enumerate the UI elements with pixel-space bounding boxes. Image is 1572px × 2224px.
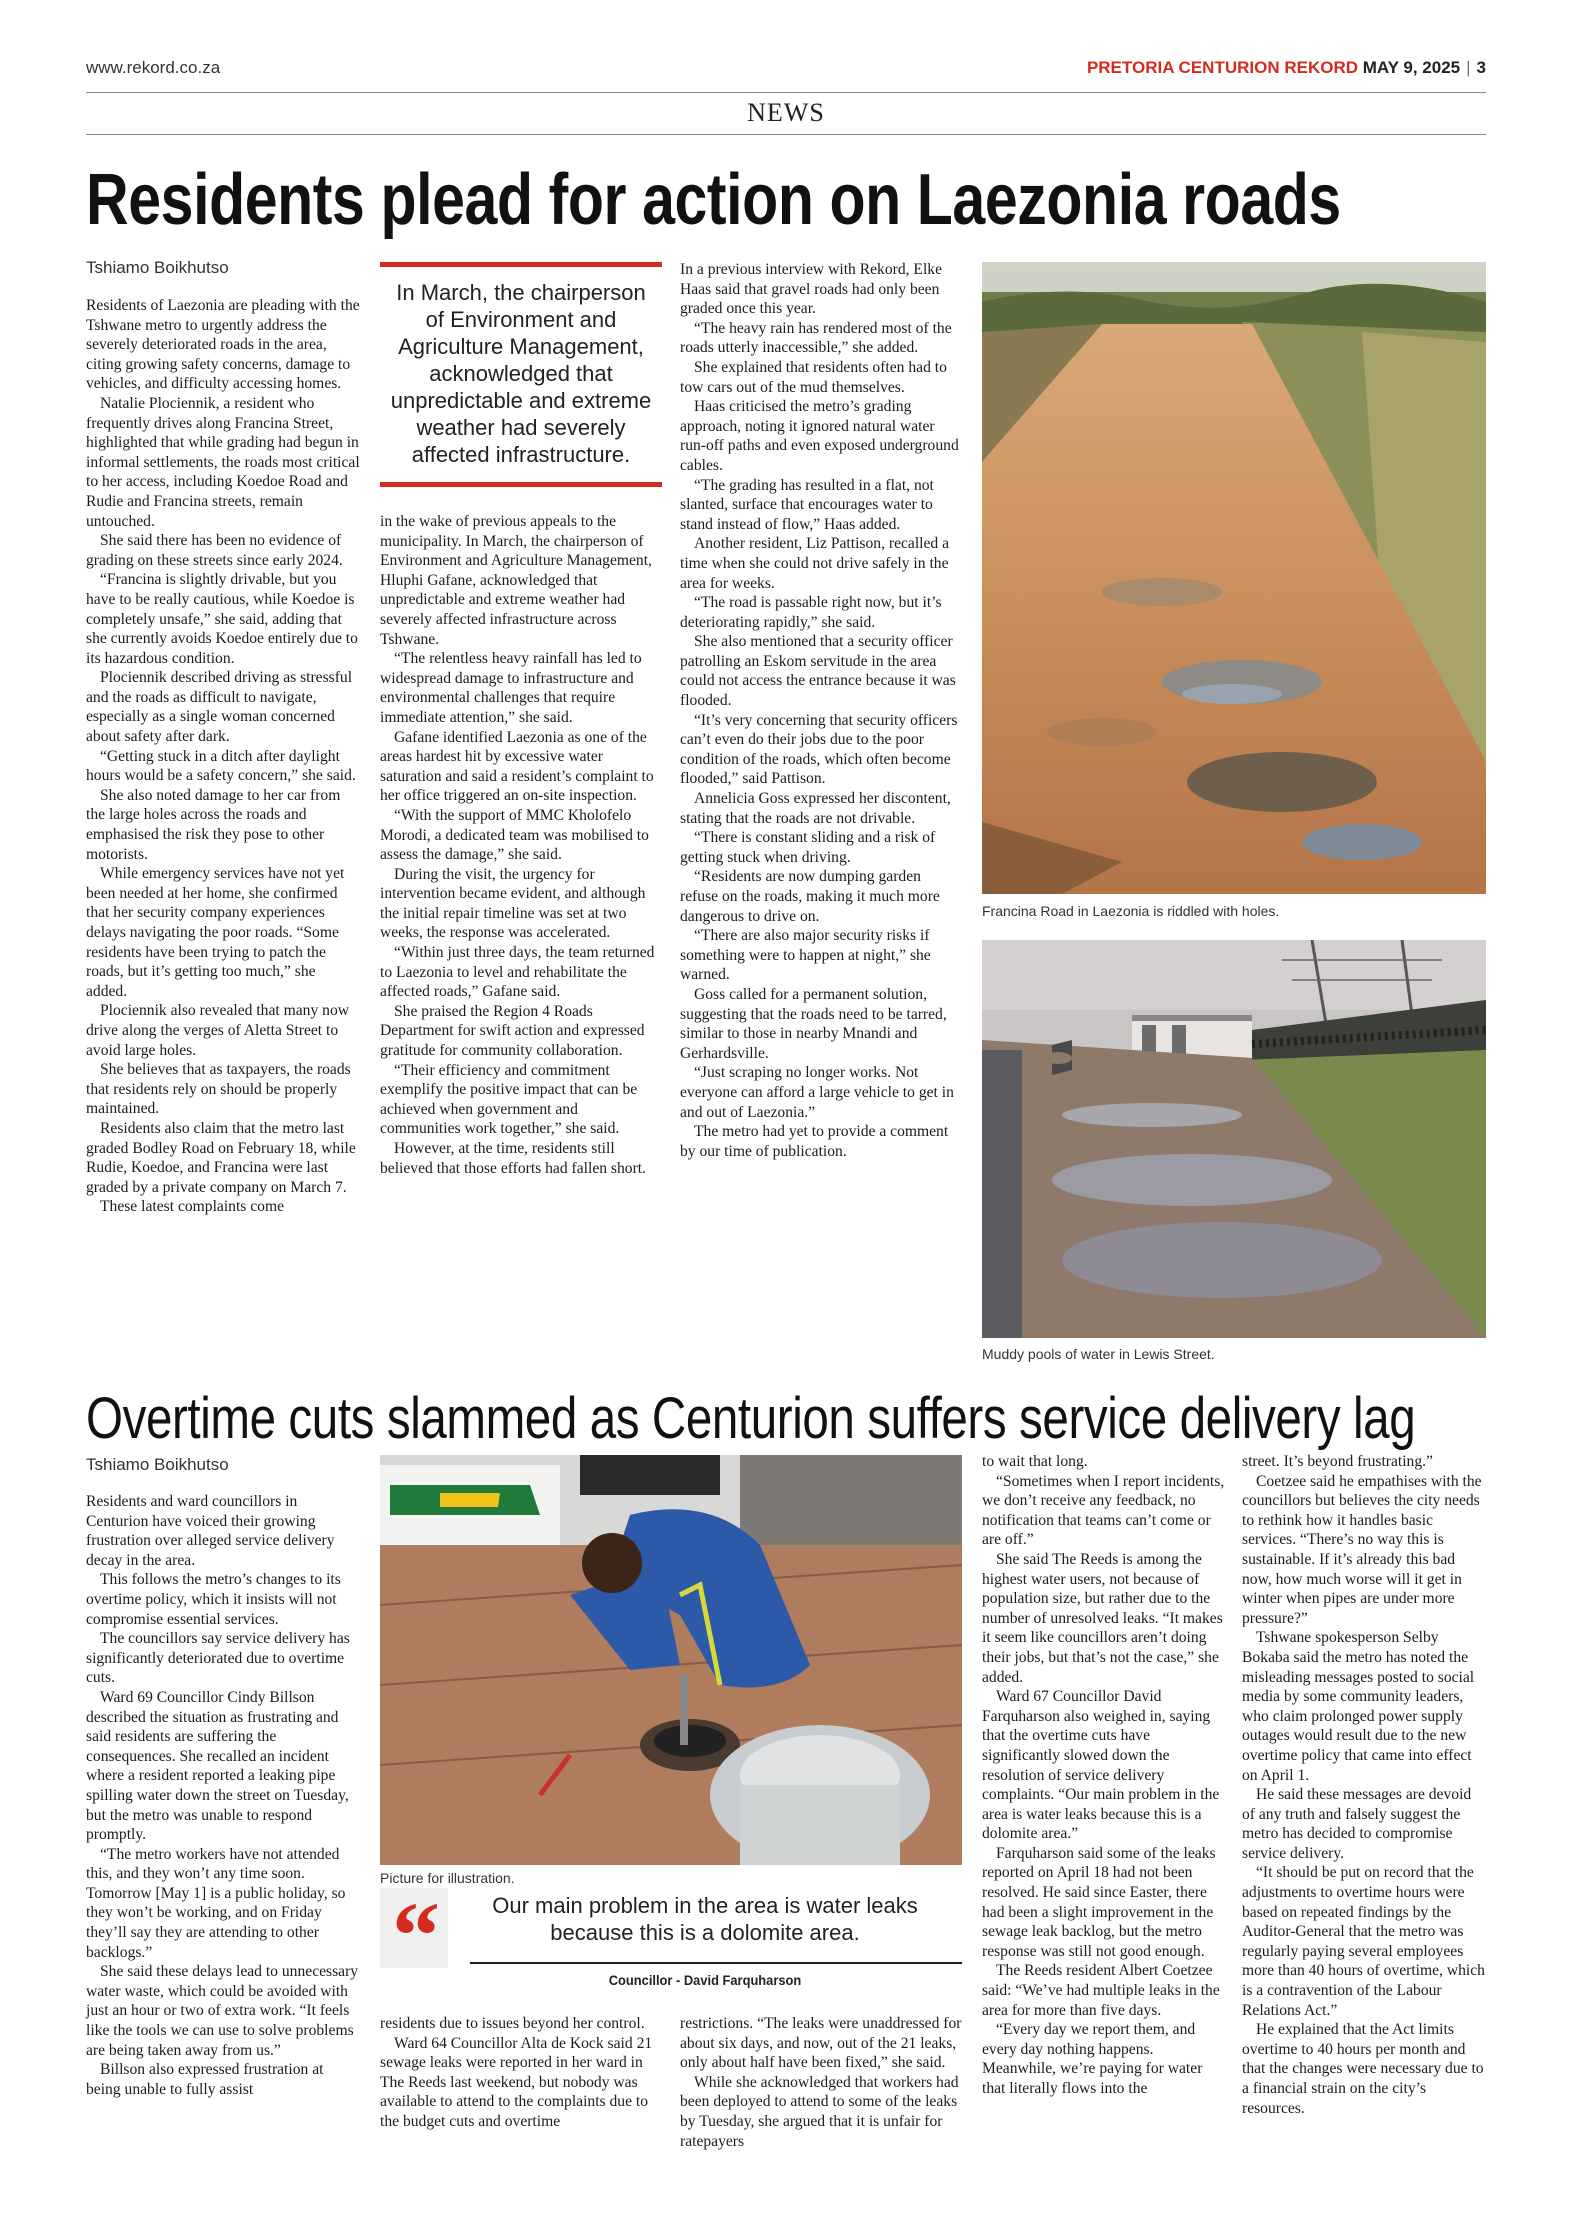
paragraph: Another resident, Liz Pattison, recalled a time when she could not drive safely in the area for weeks.	[680, 535, 950, 592]
paragraph: These latest complaints come	[100, 1198, 285, 1216]
paragraph: to wait that long.	[982, 1453, 1088, 1470]
paragraph: Residents also claim that the metro last graded Bodley Road on February 18, while Rudie, Koedoe, and Francina were last graded by a private company on March 7.	[86, 1119, 356, 1196]
paragraph: She also mentioned that a security officer patrolling an Eskom servitude in the area could not access the entrance because it was flooded.	[680, 633, 956, 710]
paragraph: “It’s very concerning that security officers can’t even do their jobs due to the poor condition of the roads, which often become flooded,” said Pattison.	[680, 711, 958, 788]
paragraph: The councillors say service delivery has significantly deteriorated due to overtime cuts.	[86, 1630, 350, 1687]
quote-mark-icon: “	[380, 1888, 448, 1968]
paragraph: Coetzee said he empathises with the councillors but believes the city needs to rethink how it handles basic services. “There’s no way this is sustainable. If it’s already this bad now, how much worse will it get in winter when pipes are under more pressure?”	[1242, 1472, 1482, 1627]
paragraph: Annelicia Goss expressed her discontent, stating that the roads are not drivable.	[680, 790, 951, 827]
story1-column-2	[380, 512, 662, 1178]
story2-pull-quote: Our main problem in the area is water leaks because this is a dolomite area.	[492, 1893, 918, 1945]
story2-pull-quote-box	[380, 1882, 962, 1998]
paragraph: Residents of Laezonia are pleading with the Tshwane metro to urgently address the severely deteriorated roads in the area, citing growing safety concerns, damage to vehicles, and difficulty accessing homes.	[86, 297, 360, 393]
paragraph: “The road is passable right now, but it’s deteriorating rapidly,” she said.	[680, 594, 942, 631]
header-separator: |	[1466, 58, 1471, 77]
paragraph: Ward 64 Councillor Alta de Kock said 21 sewage leaks were reported in her ward in The Reeds last weekend, but nobody was available to attend to the complaints due to the budget cuts and overtime	[380, 2034, 653, 2130]
paragraph: While emergency services have not yet been needed at her home, she confirmed that her security company experiences delays navigating the poor roads. “Some residents have been trying to patch the roads, but it’s getting too much,” she added.	[86, 865, 345, 1000]
story1-column-1	[86, 296, 360, 1217]
paragraph: “Within just three days, the team returned to Laezonia to level and rehabilitate the affected roads,” Gafane said.	[380, 944, 655, 1001]
site-url[interactable]: www.rekord.co.za	[86, 58, 221, 77]
paragraph: “Residents are now dumping garden refuse on the roads, making it much more dangerous to drive on.	[680, 868, 940, 925]
paragraph: Plociennik also revealed that many now drive along the verges of Aletta Street to avoid large holes.	[86, 1002, 349, 1059]
paragraph: The metro had yet to provide a comment by our time of publication.	[680, 1123, 949, 1160]
story2-column-3	[680, 2014, 962, 2151]
paragraph: “With the support of MMC Kholofelo Morodi, a dedicated team was mobilised to assess the damage,” she said.	[380, 806, 649, 864]
paragraph: While she acknowledged that workers had been deployed to attend to some of the leaks by Tuesday, she argued that it is unfair for ratepayers	[680, 2073, 959, 2150]
header-rule	[86, 92, 1486, 93]
paragraph: residents due to issues beyond her control.	[380, 2015, 645, 2032]
story2-column-1	[86, 1492, 360, 2099]
paragraph: Farquharson said some of the leaks reported on April 18 had not been resolved. He said since Easter, there had been a slight improvement in the sewage leak backlog, but the metro response was still not good enough.	[982, 1844, 1216, 1960]
paragraph: She also noted damage to her car from the large holes across the roads and emphasised the risk they pose to other motorists.	[86, 786, 341, 863]
story2-column-5	[1242, 1452, 1486, 2118]
story1-byline: Tshiamo Boikhutso	[86, 258, 229, 277]
issue-date: MAY 9, 2025	[1362, 58, 1461, 77]
story1-headline: Residents plead for action on Laezonia roads	[86, 160, 1341, 240]
paragraph: The Reeds resident Albert Coetzee said: “We’ve had multiple leaks in the area for more than five days.	[982, 1962, 1220, 2019]
paragraph: Natalie Plociennik, a resident who frequently drives along Francina Street, highlighted that while grading had begun in informal settlements, the roads most critical to her access, including Koedoe Road and Rudie and Francina streets, remain untouched.	[86, 394, 360, 530]
paragraph: Ward 67 Councillor David Farquharson also weighed in, saying that the overtime cuts have significantly slowed down the resolution of service delivery complaints. “Our main problem in the area is water leaks because this is a dolomite area.”	[982, 1688, 1220, 1843]
paragraph: “There is constant sliding and a risk of getting stuck when driving.	[680, 829, 936, 866]
paragraph: Ward 69 Councillor Cindy Billson described the situation as frustrating and said residents are suffering the consequences. She recalled an incident where a resident reported a leaking pipe spilling water down the street on Tuesday, but the metro was unable to respond promptly.	[86, 1688, 349, 1844]
paragraph: “Every day we report them, and every day nothing happens. Meanwhile, we’re paying for water that literally flows into the	[982, 2021, 1203, 2097]
story2-column-2	[380, 2014, 662, 2132]
paragraph: restrictions. “The leaks were unaddressed for about six days, and now, out of the 21 leaks, only about half have been fixed,” she said.	[680, 2015, 962, 2072]
paragraph: He explained that the Act limits overtime to 40 hours per month and that the changes were necessary due to a financial strain on the city’s resources.	[1242, 2021, 1484, 2117]
paragraph: Tshwane spokesperson Selby Bokaba said the metro has noted the misleading messages posted to social media by some community leaders, who claim prolonged power supply outages would result due to the new overtime policy that came into effect on April 1.	[1242, 1629, 1475, 1784]
paragraph: “The metro workers have not attended this, and they won’t any time soon. Tomorrow [May 1] is a public holiday, so they won’t be working, and on Friday they’ll say they are attending to other backlogs.”	[86, 1845, 346, 1961]
quote-rule	[470, 1962, 962, 1964]
paragraph: She explained that residents often had to tow cars out of the mud themselves.	[680, 358, 947, 396]
paragraph: She said there has been no evidence of grading on these streets since early 2024.	[86, 532, 343, 569]
paragraph: “Sometimes when I report incidents, we don’t receive any feedback, no notification that teams can’t come or are off.”	[982, 1472, 1225, 1549]
story1-pull-quote: In March, the chairperson of Environment and Agriculture Management, acknowledged that unpredictable and extreme weather had severely affected infrastructure.	[380, 262, 662, 487]
paragraph: in the wake of previous appeals to the municipality. In March, the chairperson of Environment and Agriculture Management, Hluphi Gafane, acknowledged that unpredictable and extreme weather had severely affected infrastructure across Tshwane.	[380, 513, 652, 648]
photo-lewis-caption: Muddy pools of water in Lewis Street.	[982, 1346, 1215, 1362]
paragraph: She praised the Region 4 Roads Department for swift action and expressed gratitude for community collaboration.	[380, 1002, 645, 1060]
page-number: 3	[1476, 58, 1486, 77]
section-rule	[86, 134, 1486, 135]
paragraph: “The heavy rain has rendered most of the roads utterly inaccessible,” she added.	[680, 319, 952, 357]
paragraph: Gafane identified Laezonia as one of the areas hardest hit by excessive water saturation and said a resident’s complaint to her office triggered an on-site inspection.	[380, 728, 654, 805]
paragraph: Billson also expressed frustration at being unable to fully assist	[86, 2061, 324, 2098]
paragraph: “There are also major security risks if something were to happen at night,” she warned.	[680, 927, 931, 984]
photo-francina-road	[982, 262, 1486, 894]
paragraph: “Francina is slightly drivable, but you have to be really cautious, while Koedoe is completely unsafe,” she said, adding that she currently avoids Koedoe entirely due to its hazardous condition.	[86, 571, 358, 667]
paragraph: Goss called for a permanent solution, suggesting that the roads need to be tarred, similar to those in nearby Mnandi and Gerhardsville.	[680, 985, 947, 1062]
paragraph: “The relentless heavy rainfall has led to widespread damage to infrastructure and environmental challenges that require immediate attention,” she said.	[380, 650, 642, 726]
paragraph: However, at the time, residents still believed that those efforts had fallen short.	[380, 1140, 647, 1177]
photo-plumber-caption: Picture for illustration.	[380, 1870, 515, 1886]
paragraph: Haas criticised the metro’s grading approach, noting it ignored natural water run-off paths and even exposed underground cables.	[680, 398, 959, 474]
paragraph: She said The Reeds is among the highest water users, not because of population size, but rather due to the number of unresolved leaks. “It makes it seem like councillors aren’t doing their jobs, but that’s not the case,” she added.	[982, 1550, 1223, 1686]
publication-name: PRETORIA CENTURION REKORD	[1086, 58, 1359, 77]
paragraph: She believes that as taxpayers, the roads that residents rely on should be properly maintained.	[86, 1061, 351, 1118]
paragraph: She said these delays lead to unnecessary water waste, which could be avoided with just an hour or two of extra work. “It feels like the tools we can use to solve problems are being taken away from us.”	[86, 1963, 359, 2059]
paragraph: He said these messages are devoid of any truth and falsely suggest the metro has decided to compromise service delivery.	[1242, 1786, 1472, 1862]
paragraph: “Their efficiency and commitment exemplify the positive impact that can be achieved when government and communities work together,” she said.	[380, 1061, 638, 1138]
paragraph: Residents and ward councillors in Centurion have voiced their growing frustration over alleged service delivery decay in the area.	[86, 1493, 335, 1569]
story2-headline: Overtime cuts slammed as Centurion suffers service delivery lag	[86, 1386, 1416, 1451]
story2-byline: Tshiamo Boikhutso	[86, 1455, 229, 1474]
paragraph: “The grading has resulted in a flat, not slanted, surface that encourages water to stand instead of flow,” Haas added.	[680, 476, 934, 533]
publication-info	[1087, 58, 1486, 78]
paragraph: In a previous interview with Rekord, Elke Haas said that gravel roads had only been graded once this year.	[680, 261, 942, 318]
story2-column-4	[982, 1452, 1226, 2099]
section-label: NEWS	[747, 98, 825, 127]
story2-pull-quote-source: Councillor - David Farquharson	[608, 1972, 802, 1988]
paragraph: street. It’s beyond frustrating.”	[1242, 1453, 1433, 1470]
paragraph: “It should be put on record that the adjustments to overtime hours were based on repeated findings by the Auditor-General that the metro was regularly paying several employees more than 40 hours of overtime, which is a contravention of the Labour Relations Act.”	[1242, 1864, 1485, 2019]
paragraph: “Getting stuck in a ditch after daylight hours would be a safety concern,” she said.	[86, 747, 356, 785]
story1-column-3	[680, 260, 962, 1161]
paragraph: “Just scraping no longer works. Not everyone can afford a large vehicle to get in and out of Laezonia.”	[680, 1064, 954, 1121]
photo-lewis-street	[982, 940, 1486, 1338]
paragraph: During the visit, the urgency for intervention became evident, and although the initial repair timeline was set at two weeks, the response was accelerated.	[380, 865, 646, 942]
photo-plumber	[380, 1455, 962, 1865]
photo-francina-caption: Francina Road in Laezonia is riddled with holes.	[982, 903, 1280, 919]
paragraph: This follows the metro’s changes to its overtime policy, which it insists will not compromise essential services.	[86, 1571, 341, 1628]
paragraph: Plociennik described driving as stressful and the roads as difficult to navigate, especially as a single woman concerned about safety after dark.	[86, 669, 353, 746]
